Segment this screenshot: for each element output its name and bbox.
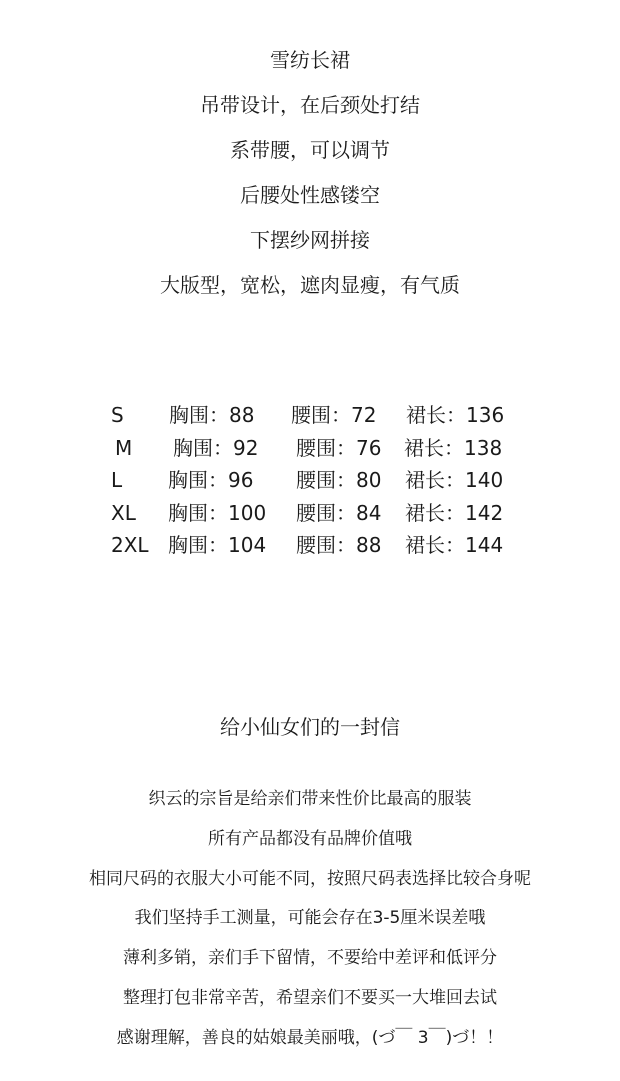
- waist-measurement: 腰围：80: [296, 468, 382, 492]
- letter-spacer: [0, 754, 620, 780]
- size-label: L: [111, 468, 123, 492]
- feature-line-waist-tie: 系带腰，可以调节: [230, 138, 390, 162]
- length-measurement: 裙长：142: [405, 500, 504, 525]
- size-label: XL: [111, 500, 136, 525]
- length-measurement: 裙长：140: [405, 468, 504, 492]
- size-row-l: [0, 464, 620, 497]
- feature-line-hem-mesh: 下摆纱网拼接: [250, 228, 370, 252]
- letter-line: 所有产品都没有品牌价值哦: [208, 828, 412, 849]
- letter-section: [0, 700, 620, 1059]
- chest-measurement: 胸围：100: [168, 500, 267, 525]
- chest-measurement: 胸围：92: [173, 435, 259, 460]
- waist-measurement: 腰围：84: [296, 500, 382, 525]
- waist-measurement: 腰围：76: [296, 435, 382, 460]
- size-label: S: [111, 403, 124, 427]
- feature-line-fit: 大版型，宽松，遮肉显瘦，有气质: [160, 273, 460, 297]
- size-row-xl: [0, 497, 620, 530]
- letter-line: 织云的宗旨是给亲们带来性价比最高的服装: [148, 789, 472, 809]
- letter-line: 相同尺码的衣服大小可能不同，按照尺码表选择比较合身呢: [89, 868, 531, 889]
- size-row-2xl: [0, 529, 620, 562]
- waist-measurement: 腰围：88: [296, 533, 382, 557]
- size-chart: [0, 399, 620, 562]
- waist-measurement: 腰围：72: [291, 403, 377, 427]
- size-label: 2XL: [111, 533, 149, 557]
- letter-line: 我们坚持手工测量，可能会存在3-5厘米误差哦: [134, 908, 486, 929]
- letter-line: 感谢理解，善良的姑娘最美丽哦，(づ￣ 3￣)づ！！: [116, 1027, 504, 1048]
- letter-title: 给小仙女们的一封信: [220, 715, 400, 739]
- length-measurement: 裙长：138: [404, 435, 503, 460]
- length-measurement: 裙长：136: [406, 403, 505, 427]
- length-measurement: 裙长：144: [405, 533, 504, 557]
- feature-line-halter: 吊带设计，在后颈处打结: [200, 93, 420, 117]
- chest-measurement: 胸围：104: [168, 533, 267, 557]
- feature-line-material: 雪纺长裙: [270, 48, 350, 72]
- letter-line: 整理打包非常辛苦，希望亲们不要买一大堆回去试: [123, 987, 497, 1008]
- feature-list: [0, 38, 620, 308]
- chest-measurement: 胸围：88: [169, 403, 255, 427]
- size-row-s: [0, 399, 620, 432]
- chest-measurement: 胸围：96: [168, 468, 254, 492]
- letter-line: 薄利多销，亲们手下留情，不要给中差评和低评分: [123, 948, 497, 969]
- size-row-m: [0, 432, 620, 465]
- size-label: M: [115, 435, 133, 460]
- feature-line-back-cutout: 后腰处性感镂空: [240, 183, 380, 207]
